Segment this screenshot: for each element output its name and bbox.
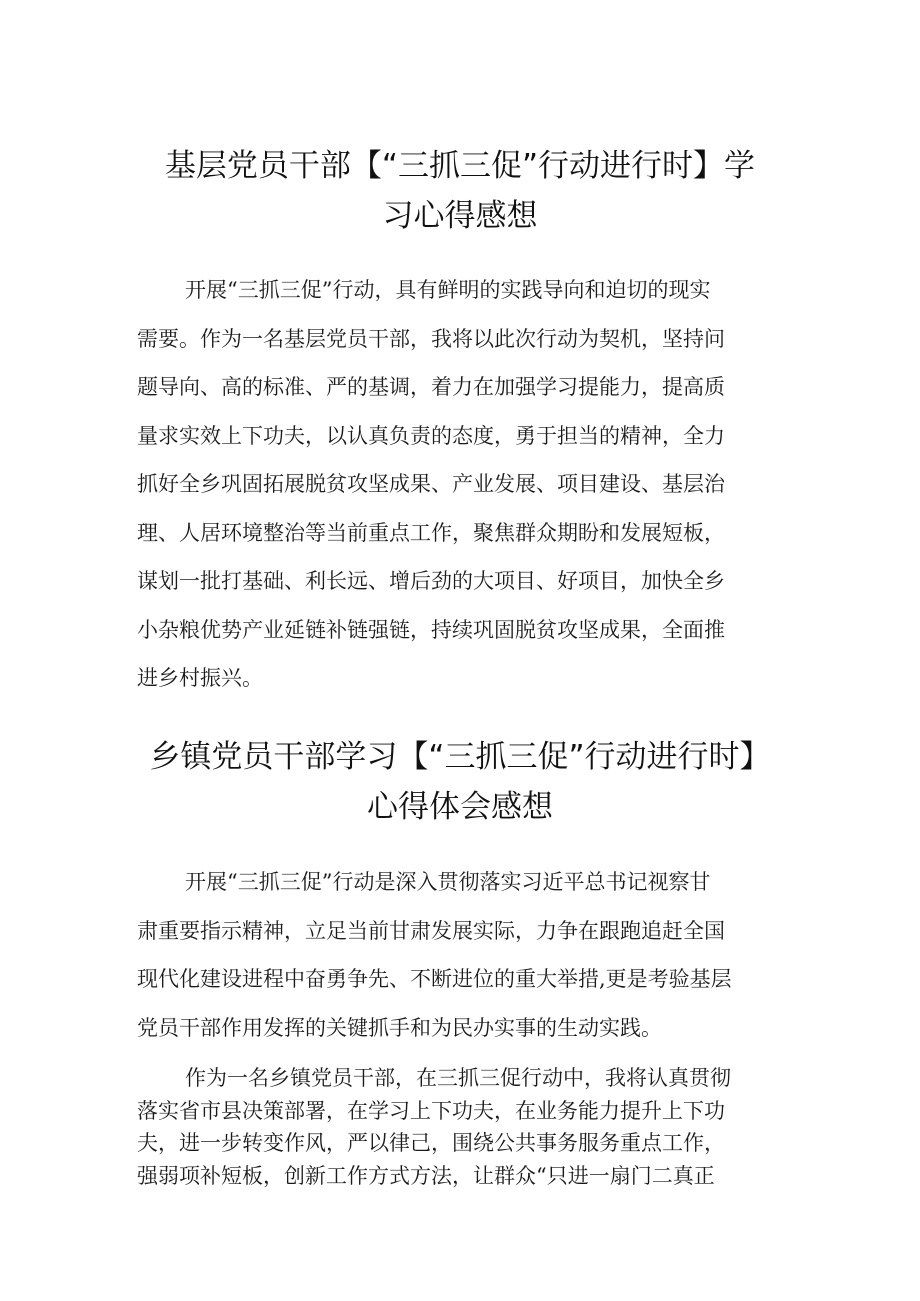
paragraph-line: 开展“三抓三促”行动是深入贯彻落实习近平总书记视察甘 xyxy=(185,870,711,894)
paragraph-line: 现代化建设进程中奋勇争先、不断进位的重大举措,更是考验基层 xyxy=(137,967,732,991)
paragraph-line: 党员干部作用发挥的关键抓手和为民办实事的生动实践。 xyxy=(137,1015,662,1040)
paragraph-line: 作为一名乡镇党员干部，在三抓三促行动中，我将认真贯彻 xyxy=(185,1066,731,1090)
paragraph-line: 抓好全乡巩固拓展脱贫攻坚成果、产业发展、项目建设、基层治 xyxy=(137,472,725,496)
title-line: 基层党员干部【“三抓三促”行动进行时】学 xyxy=(164,148,756,184)
article-2-title xyxy=(120,732,800,832)
paragraph-line: 小杂粮优势产业延链补链强链，持续巩固脱贫攻坚成果，全面推 xyxy=(137,617,725,642)
paragraph-line: 进乡村振兴。 xyxy=(137,666,263,690)
paragraph-line: 量求实效上下功夫，以认真负责的态度，勇于担当的精神，全力 xyxy=(137,423,725,448)
article-2-paragraph-1 xyxy=(137,858,793,1052)
paragraph-line: 理、人居环境整治等当前重点工作，聚焦群众期盼和发展短板， xyxy=(137,520,725,545)
paragraph-line: 题导向、高的标准、严的基调，着力在加强学习提能力，提高质 xyxy=(137,375,725,399)
title-line: 习心得感想 xyxy=(382,198,538,234)
article-1-title xyxy=(120,141,800,241)
title-line: 心得体会感想 xyxy=(367,789,553,825)
paragraph-line: 强弱项补短板，创新工作方式方法，让群众“只进一扇门二真正 xyxy=(137,1163,715,1188)
title-line: 乡镇党员干部学习【“三抓三促”行动进行时】 xyxy=(149,739,771,775)
paragraph-line: 开展“三抓三促”行动，具有鲜明的实践导向和迫切的现实 xyxy=(185,278,711,302)
article-2-paragraph-2 xyxy=(137,1062,793,1192)
paragraph-line: 谋划一批打基础、利长远、增后劲的大项目、好项目，加快全乡 xyxy=(137,569,725,593)
paragraph-line: 需要。作为一名基层党员干部，我将以此次行动为契机，坚持问 xyxy=(137,326,725,351)
article-1-paragraph xyxy=(137,266,793,703)
paragraph-line: 肃重要指示精神，立足当前甘肃发展实际，力争在跟跑追赶全国 xyxy=(137,918,725,943)
paragraph-line: 夫，进一步转变作风，严以律己，围绕公共事务服务重点工作， xyxy=(137,1131,725,1155)
paragraph-line: 落实省市县决策部署，在学习上下功夫，在业务能力提升上下功 xyxy=(137,1098,725,1123)
